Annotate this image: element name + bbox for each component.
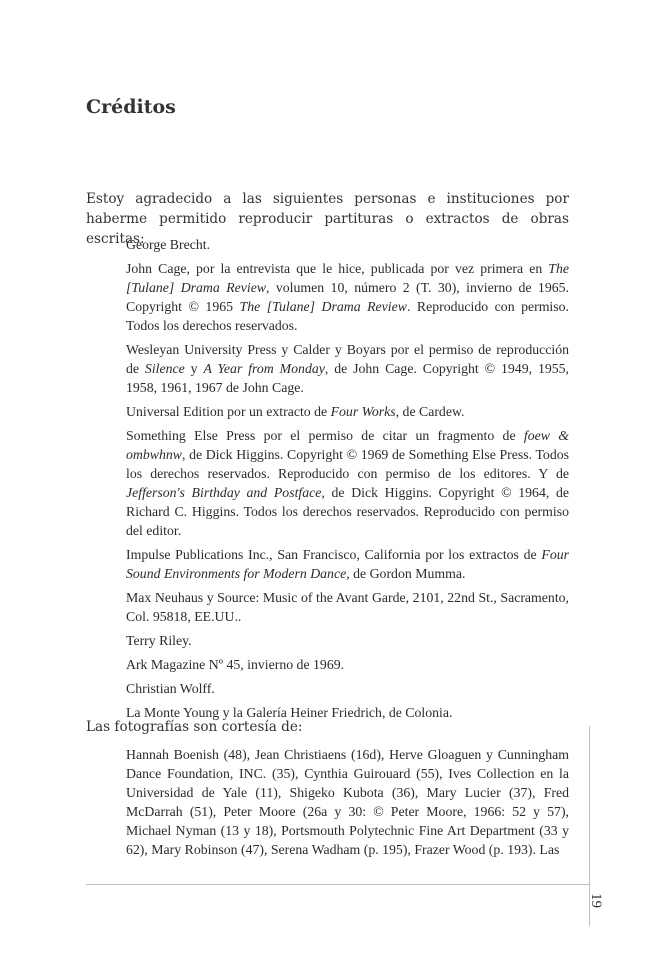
credit-item: Ark Magazine Nº 45, invierno de 1969. xyxy=(126,657,345,672)
credit-item: La Monte Young y la Galería Heiner Friedrich, de Colonia. xyxy=(126,705,453,720)
credits-list xyxy=(126,235,569,727)
credit-item: Impulse Publications Inc., San Francisco, California por los extractos de Four Sound Environments for Modern Dance, de Gordon Mumma. xyxy=(126,547,569,581)
credit-item: Terry Riley. xyxy=(126,633,192,648)
credit-item: Max Neuhaus y Source: Music of the Avant Garde, 2101, 22nd St., Sacramento, Col. 95818, EE.UU.. xyxy=(126,590,569,624)
intro-paragraph: Estoy agradecido a las siguientes personas e instituciones por haberme permitido reproducir partituras o extractos de obras escritas: xyxy=(86,191,569,247)
credit-item: Wesleyan University Press y Calder y Boyars por el permiso de reproducción de Silence y A Year from Monday, de John Cage. Copyright © 1949, 1955, 1958, 1961, 1967 de John Cage. xyxy=(126,342,569,395)
photos-heading: Las fotografías son cortesía de: xyxy=(86,719,303,735)
footer-rule xyxy=(86,884,590,885)
credit-item: John Cage, por la entrevista que le hice, publicada por vez primera en The [Tulane] Drama Review, volumen 10, número 2 (T. 30), invierno de 1965. Copyright © 1965 The [Tulane] Drama Review. Reproducido con permiso. Todos los derechos reservados. xyxy=(126,261,569,333)
credit-item: George Brecht. xyxy=(126,237,211,252)
page-number: 19 xyxy=(588,893,604,908)
page-title: Créditos xyxy=(86,96,176,118)
credit-item: Universal Edition por un extracto de Four Works, de Cardew. xyxy=(126,404,465,419)
credit-item: Christian Wolff. xyxy=(126,681,215,696)
photos-credits xyxy=(126,745,569,859)
photos-paragraph: Hannah Boenish (48), Jean Christiaens (16d), Herve Gloaguen y Cunningham Dance Foundation, INC. (35), Cynthia Guirouard (55), Ives Collection en la Universidad de Yale (11), Shigeko Kubota (36), Mary Lucier (37), Fred McDarrah (51), Peter Moore (26a y 30: © Peter Moore, 1966: 52 y 57), Michael Nyman (13 y 18), Portsmouth Polytechnic Fine Art Department (33 y 62), Mary Robinson (47), Serena Wadham (p. 195), Frazer Wood (p. 193). Las xyxy=(126,747,569,857)
credit-item: Something Else Press por el permiso de citar un fragmento de foew & ombwhnw, de Dick Higgins. Copyright © 1969 de Something Else Press. Todos los derechos reservados. Reproducido con permiso de los editores. Y de Jefferson's Birthday and Postface, de Dick Higgins. Copyright © 1964, de Richard C. Higgins. Todos los derechos reservados. Reproducido con permiso del editor. xyxy=(126,428,569,538)
